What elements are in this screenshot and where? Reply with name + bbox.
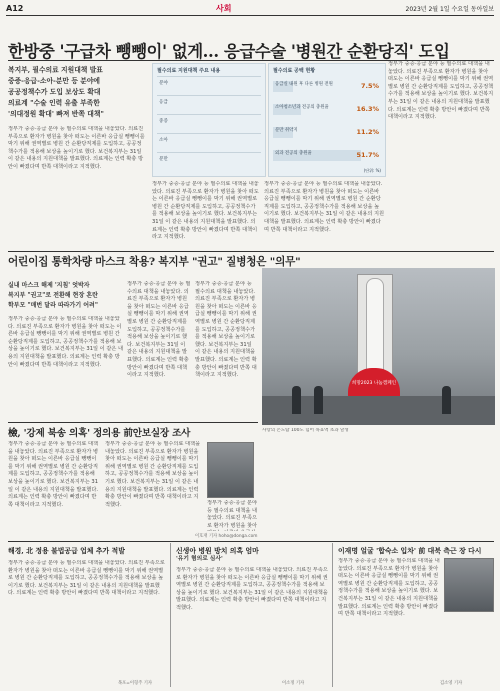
lower-left-body-col2: 정부가 중증·응급 분야 등 필수의료 대책을 내놓았다. 의료진 부족으로 환자가 병원을 찾아 떠도는 이른바 응급실 뺑뺑이를 막기 위해 권역별로 병원 간 순환당직제를 도입하고, 공공정책수가를 적용해 보상을 높이기로 했다. 보건복지부는 31일 이 같은 내용의 지원대책을 발표했다. 의료계는 인력 확충 방안이 빠졌다며 반쪽 대책이라고 지적했다. (105, 441, 201, 508)
table-cell: 소아 (159, 138, 168, 143)
pedestrian-shape (314, 386, 323, 414)
charity-thermometer-photo (262, 268, 495, 425)
subhead-line: 복지부, 필수의료 지원대책 발표 (8, 66, 103, 74)
section-rule (8, 422, 258, 423)
portrait-photo (207, 442, 254, 498)
subhead-line: 의료계 "수술 인력 유출 부족한 (8, 99, 100, 107)
bottom-byline-3: 김소영 기자 (440, 681, 463, 686)
lower-left-headline: 檢, '강제 북송 의혹' 정의용 前안보실장 조사 (8, 428, 191, 439)
stats-list (273, 76, 381, 168)
stats-note: (단위: %) (363, 168, 381, 173)
infobox-stats (268, 63, 386, 177)
section-rule (8, 251, 494, 252)
table-cell: 응급 (159, 100, 168, 105)
bottom-byline-1: 목포=이형주 기자 (118, 681, 153, 686)
table-row (157, 133, 261, 134)
bottom-byline-2: 이소정 기자 (282, 681, 305, 686)
mid-story-body-col3: 정부가 중증·응급 분야 등 필수의료 대책을 내놓았다. 의료진 부족으로 환자가 병원을 찾아 떠도는 이른바 응급실 뺑뺑이를 막기 위해 권역별로 병원 간 순환당직제를 도입하고, 공공정책수가를 적용해 보상을 높이기로 했다. 보건복지부는 31일 이 같은 내용의 지원대책을 발표했다. 의료계는 인력 확충 방안이 빠졌다며 반쪽 대책이라고 지적했다. (195, 281, 257, 379)
stats-value: 51.7% (356, 151, 379, 159)
subhead-line: 공공정책수가 도입 보상도 확대 (8, 88, 101, 96)
bottom-subhead-2: '유기 혐의로 심사' (176, 556, 223, 562)
top-story-body-col1: 정부가 중증·응급 분야 등 필수의료 대책을 내놓았다. 의료진 부족으로 환자가 병원을 찾아 떠도는 이른바 응급실 뺑뺑이를 막기 위해 권역별로 병원 간 순환당직제를 도입하고, 공공정책수가를 적용해 보상을 높이기로 했다. 보건복지부는 31일 이 같은 내용의 지원대책을 발표했다. 의료계는 인력 확충 방안이 빠졌다며 반쪽 대책이라고 지적했다. (8, 126, 145, 170)
bottom-body-2: 정부가 중증·응급 분야 등 필수의료 대책을 내놓았다. 의료진 부족으로 환자가 병원을 찾아 떠도는 이른바 응급실 뺑뺑이를 막기 위해 권역별로 병원 간 순환당직제를 도입하고, 공공정책수가를 적용해 보상을 높이기로 했다. 보건복지부는 31일 이 같은 내용의 지원대책을 발표했다. 의료계는 인력 확충 방안이 빠졌다며 반쪽 대책이라고 지적했다. (176, 567, 328, 611)
portrait-photo (444, 558, 494, 612)
table-cell: 중증 (159, 119, 168, 124)
infobox-table (157, 76, 261, 172)
mid-story-subheads (8, 281, 138, 311)
subhead-line: 학부모 "매번 달라 따라가기 어려" (8, 302, 98, 309)
stats-label: 소아청소년과 전공의 충원율 (275, 105, 329, 110)
table-row (157, 76, 261, 77)
section-rule (8, 541, 494, 542)
infobox-title: 필수의료 지원대책 주요 내용 (157, 68, 221, 74)
stats-label: 응급실 내원 후 다른 병원 전원 (275, 82, 333, 87)
bottom-body-1: 정부가 중증·응급 분야 등 필수의료 대책을 내놓았다. 의료진 부족으로 환자가 병원을 찾아 떠도는 이른바 응급실 뺑뺑이를 막기 위해 권역별로 병원 간 순환당직제를 도입하고, 공공정책수가를 적용해 보상을 높이기로 했다. 보건복지부는 31일 이 같은 내용의 지원대책을 발표했다. 의료계는 인력 확충 방안이 빠졌다며 반쪽 대책이라고 지적했다. (8, 560, 165, 597)
section-label: 사회 (216, 4, 232, 13)
stats-value: 11.2% (356, 128, 379, 136)
top-story-body-col4: 정부가 중증·응급 분야 등 필수의료 대책을 내놓았다. 의료진 부족으로 환자가 병원을 찾아 떠도는 이른바 응급실 뺑뺑이를 막기 위해 권역별로 병원 간 순환당직제를 도입하고, 공공정책수가를 적용해 보상을 높이기로 했다. 보건복지부는 31일 이 같은 내용의 지원대책을 발표했다. 의료계는 인력 확충 방안이 빠졌다며 반쪽 대책이라고 지적했다. (388, 61, 494, 121)
page-number: A12 (6, 4, 24, 13)
stats-label: 분만 취약지 (275, 128, 298, 133)
table-row (157, 114, 261, 115)
column-rule (332, 543, 333, 687)
page-header (6, 3, 494, 16)
lower-left-body-col1: 정부가 중증·응급 분야 등 필수의료 대책을 내놓았다. 의료진 부족으로 환자가 병원을 찾아 떠도는 이른바 응급실 뺑뺑이를 막기 위해 권역별로 병원 간 순환당직제를 도입하고, 공공정책수가를 적용해 보상을 높이기로 했다. 보건복지부는 31일 이 같은 내용의 지원대책을 발표했다. 의료계는 인력 확충 방안이 빠졌다며 반쪽 대책이라고 지적했다. (8, 441, 99, 508)
stats-title: 필수의료 공백 현황 (273, 68, 316, 74)
table-cell: 분야 (159, 81, 168, 86)
table-row (157, 95, 261, 96)
thermometer-bulb (366, 278, 384, 380)
subhead-line: 실내 마스크 해제 '지침' 엇박자 (8, 282, 90, 289)
top-story-body-col2: 정부가 중증·응급 분야 등 필수의료 대책을 내놓았다. 의료진 부족으로 환자가 병원을 찾아 떠도는 이른바 응급실 뺑뺑이를 막기 위해 권역별로 병원 간 순환당직제를 도입하고, 공공정책수가를 적용해 보상을 높이기로 했다. 보건복지부는 31일 이 같은 내용의 지원대책을 발표했다. 의료계는 인력 확충 방안이 빠졌다며 반쪽 대책이라고 지적했다. (152, 181, 259, 241)
bottom-headline-3: 이재명 얼굴 '합숙소 입차' 前 대북 측근 장 다시 (338, 547, 482, 555)
infobox-policy (152, 63, 266, 177)
photo-caption: 사랑의 온도탑 100도 넘어 목표액 초과 달성 (262, 428, 349, 433)
column-rule (170, 543, 171, 687)
bottom-body-3: 정부가 중증·응급 분야 등 필수의료 대책을 내놓았다. 의료진 부족으로 환자가 병원을 찾아 떠도는 이른바 응급실 뺑뺑이를 막기 위해 권역별로 병원 간 순환당직제를 도입하고, 공공정책수가를 적용해 보상을 높이기로 했다. 보건복지부는 31일 이 같은 내용의 지원대책을 발표했다. 의료계는 인력 확충 방안이 빠졌다며 반쪽 대책이라고 지적했다. (338, 558, 440, 618)
table-cell: 분만 (159, 157, 168, 162)
pedestrian-shape (292, 386, 301, 414)
mid-story-body-col1: 정부가 중증·응급 분야 등 필수의료 대책을 내놓았다. 의료진 부족으로 환자가 병원을 찾아 떠도는 이른바 응급실 뺑뺑이를 막기 위해 권역별로 병원 간 순환당직제를 도입하고, 공공정책수가를 적용해 보상을 높이기로 했다. 보건복지부는 31일 이 같은 내용의 지원대책을 발표했다. 의료계는 인력 확충 방안이 빠졌다며 반쪽 대책이라고 지적했다. (8, 316, 123, 368)
mid-story-body-col2: 정부가 중증·응급 분야 등 필수의료 대책을 내놓았다. 의료진 부족으로 환자가 병원을 찾아 떠도는 이른바 응급실 뺑뺑이를 막기 위해 권역별로 병원 간 순환당직제를 도입하고, 공공정책수가를 적용해 보상을 높이기로 했다. 보건복지부는 31일 이 같은 내용의 지원대책을 발표했다. 의료계는 인력 확충 방안이 빠졌다며 반쪽 대책이라고 지적했다. (127, 281, 191, 379)
subhead-line: 중증-응급-소아-분만 등 분야에 (8, 77, 100, 85)
subhead-line: '의대정원 확대' 빠져 반쪽 대책" (8, 110, 104, 118)
subhead-line: 복지부 "권고"로 전환해 현장 혼란 (8, 292, 98, 299)
top-story-headline: 한방중 '구급차 뺑뺑이' 없게… 응급수술 '병원간 순환당직' 도입 (8, 42, 450, 61)
stats-value: 16.3% (356, 105, 379, 113)
stats-value: 7.5% (360, 82, 379, 90)
bottom-headline-2: 신생아 병원 방치 의혹 엄마 (176, 547, 259, 555)
date-line: 2023년 2월 1일 수요일 동아일보 (405, 6, 494, 13)
bottom-headline-1: 해경, 北 정용 불법공급 업체 추가 적발 (8, 547, 125, 555)
table-row (157, 152, 261, 153)
top-story-body-col3: 정부가 중증·응급 분야 등 필수의료 대책을 내놓았다. 의료진 부족으로 환자가 병원을 찾아 떠도는 이른바 응급실 뺑뺑이를 막기 위해 권역별로 병원 간 순환당직제를 도입하고, 공공정책수가를 적용해 보상을 높이기로 했다. 보건복지부는 31일 이 같은 내용의 지원대책을 발표했다. 의료계는 인력 확충 방안이 빠졌다며 반쪽 대책이라고 지적했다. (264, 181, 384, 233)
top-story-subheads (8, 65, 146, 120)
lower-left-byline: 이호재 기자 hoho@donga.com (195, 534, 258, 539)
photo-sign-text: 희망2023 나눔캠페인 (351, 381, 397, 386)
mid-story-headline: 어린이집 통학차량 마스크 착용? 복지부 "권고" 질병청은 "의무" (8, 256, 301, 268)
stats-label: 외과 전공의 충원율 (275, 151, 312, 156)
pedestrian-shape (442, 386, 451, 414)
lower-left-body-col3: 정부가 중증·응급 분야 등 필수의료 대책을 내놓았다. 의료진 부족으로 환자가 병원을 찾아 (207, 500, 258, 529)
